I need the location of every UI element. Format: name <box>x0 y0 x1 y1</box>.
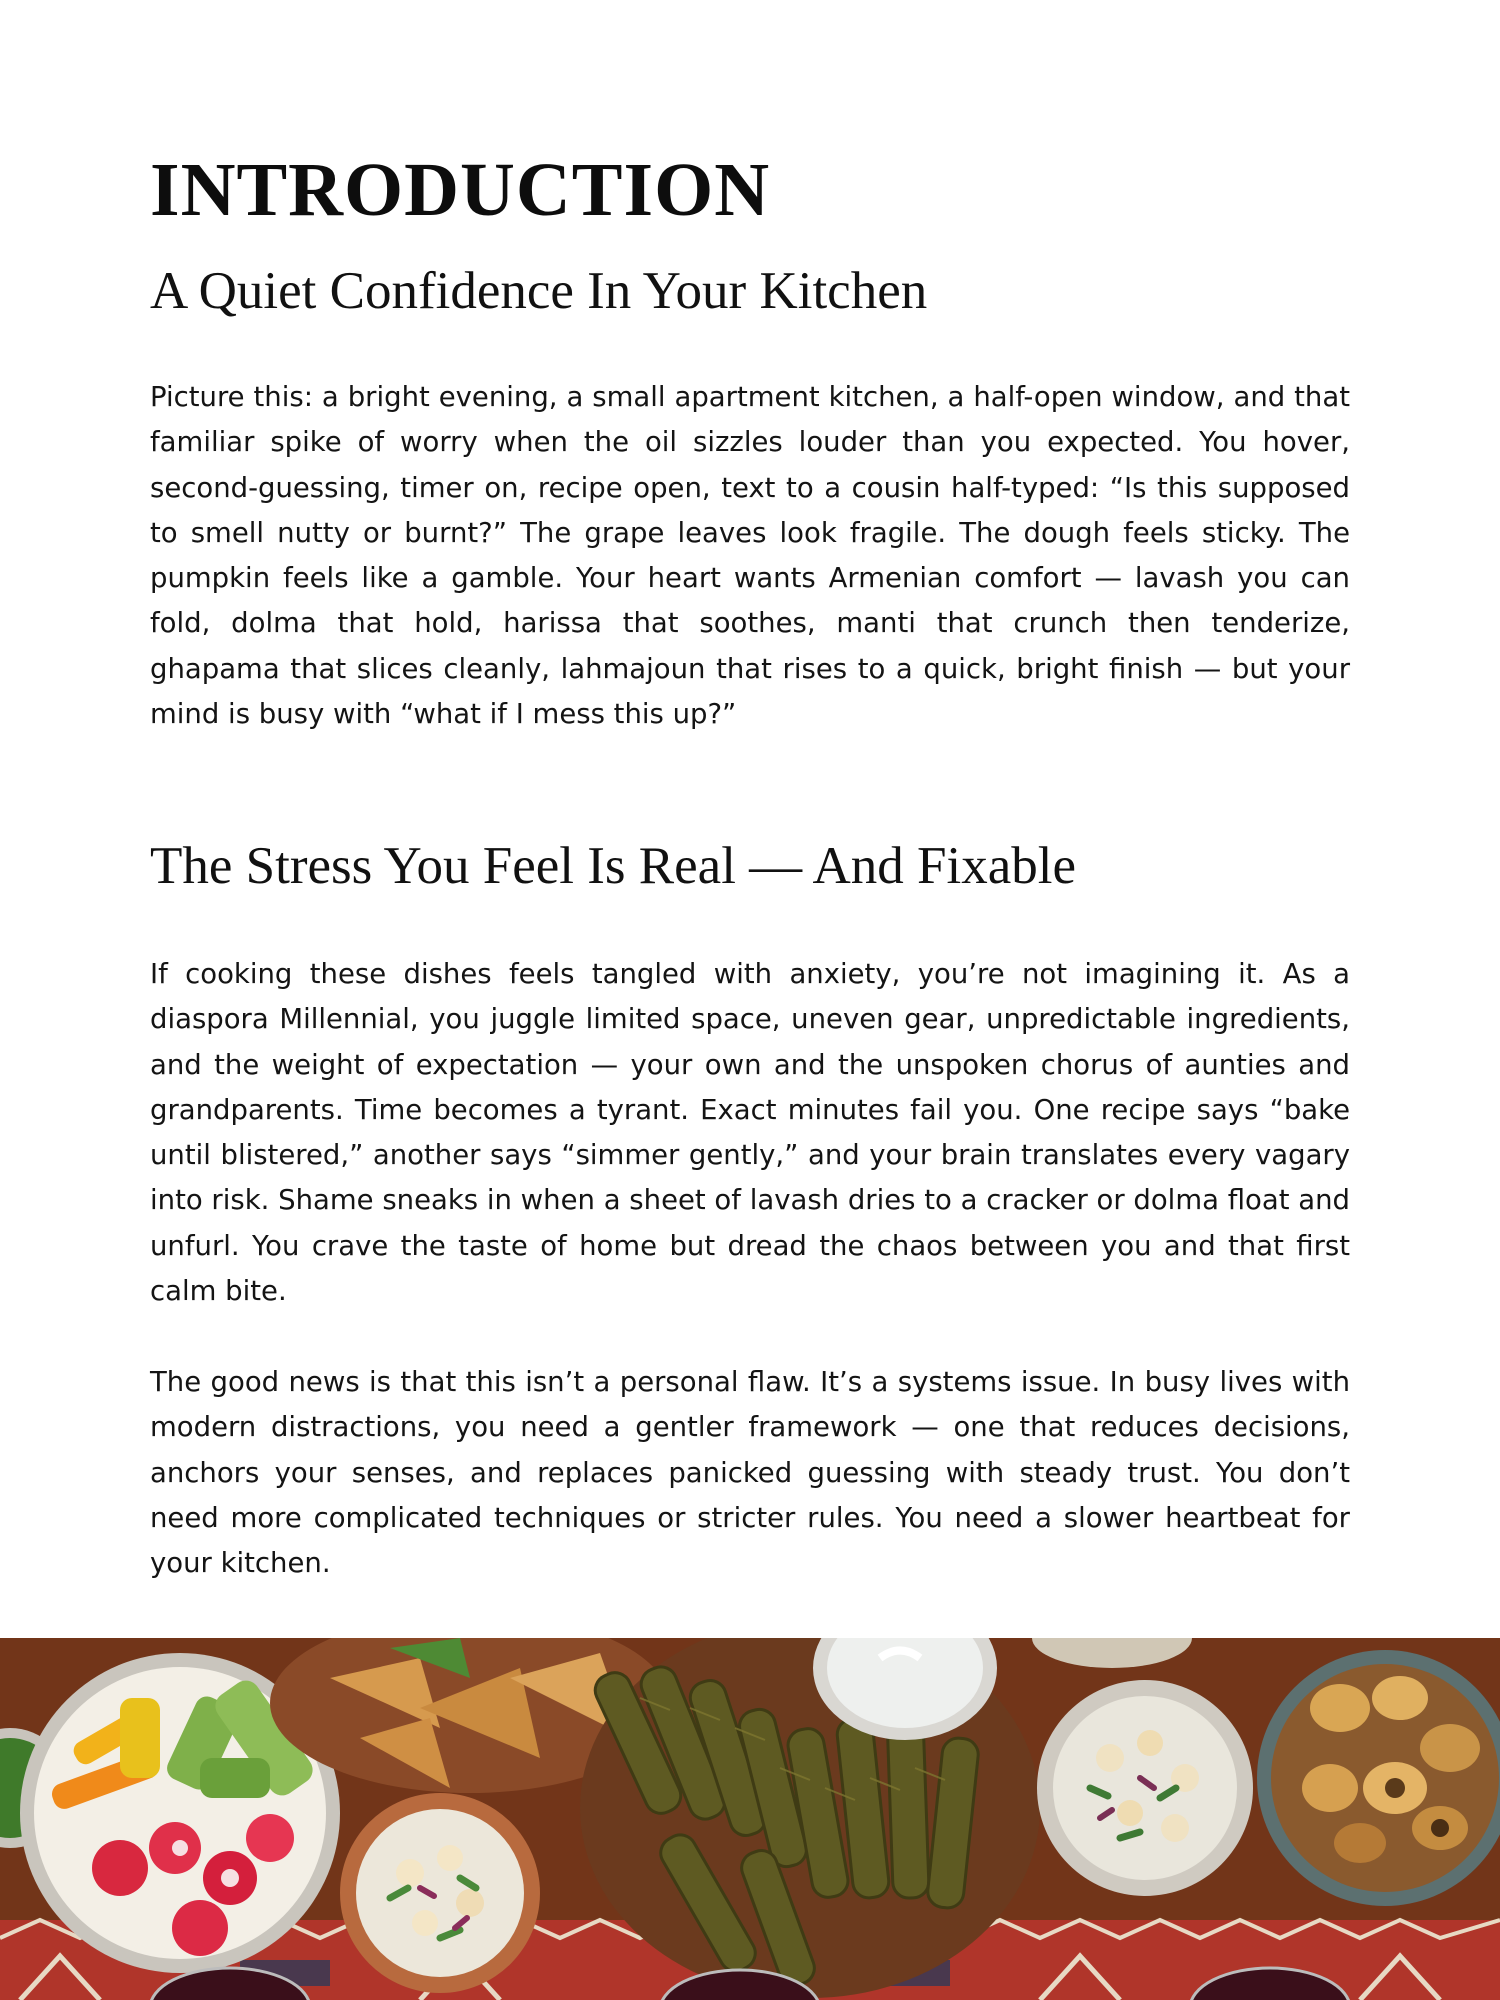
body-paragraph: The good news is that this isn’t a personal flaw. It’s a systems issue. In busy lives with modern distractions, you need a gentler framework — one that reduces decisions, anchors your senses, and replaces panicked guessing with steady trust. You don’t need more complicated techniques or stricter rules. You need a slower heartbeat for your kitchen. <box>150 1366 1350 1580</box>
chapter-title: INTRODUCTION <box>150 148 771 232</box>
salad-bowl <box>340 1793 540 1993</box>
body-paragraph: Picture this: a bright evening, a small apartment kitchen, a half-open window, and that familiar spike of worry when the oil sizzles louder than you expected. You hover, second-guessing, timer on, recipe open, text to a cousin half-typed: “Is this supposed to smell nutty or burnt?” The grape leaves look fragile. The dough feels sticky. The pumpkin feels like a gamble. Your heart wants Armenian comfort — lavash you can fold, dolma that hold, harissa that soothes, manti that crunch then tenderize, ghapama that slices cleanly, lahmajoun that rises to a quick, bright finish — but your mind is busy with “what if I mess this up?” <box>150 381 1350 731</box>
body-paragraph: If cooking these dishes feels tangled with anxiety, you’re not imagining it. As a diaspora Millennial, you juggle limited space, uneven gear, unpredictable ingredients, and the weight of expectation — your own and the unspoken chorus of aunties and grandparents. Time becomes a tyrant. Exact minutes fail you. One recipe says “bake until blistered,” another says “simmer gently,” and your brain translates every vagary into risk. Shame sneaks in when a sheet of lavash dries to a cracker or dolma float and unfurl. You crave the taste of home but dread the chaos between you and that first calm bite. <box>150 958 1350 1308</box>
food-spread-photo <box>0 1638 1500 2000</box>
section-heading: The Stress You Feel Is Real — And Fixable <box>150 837 1076 895</box>
section-heading: A Quiet Confidence In Your Kitchen <box>150 262 928 320</box>
